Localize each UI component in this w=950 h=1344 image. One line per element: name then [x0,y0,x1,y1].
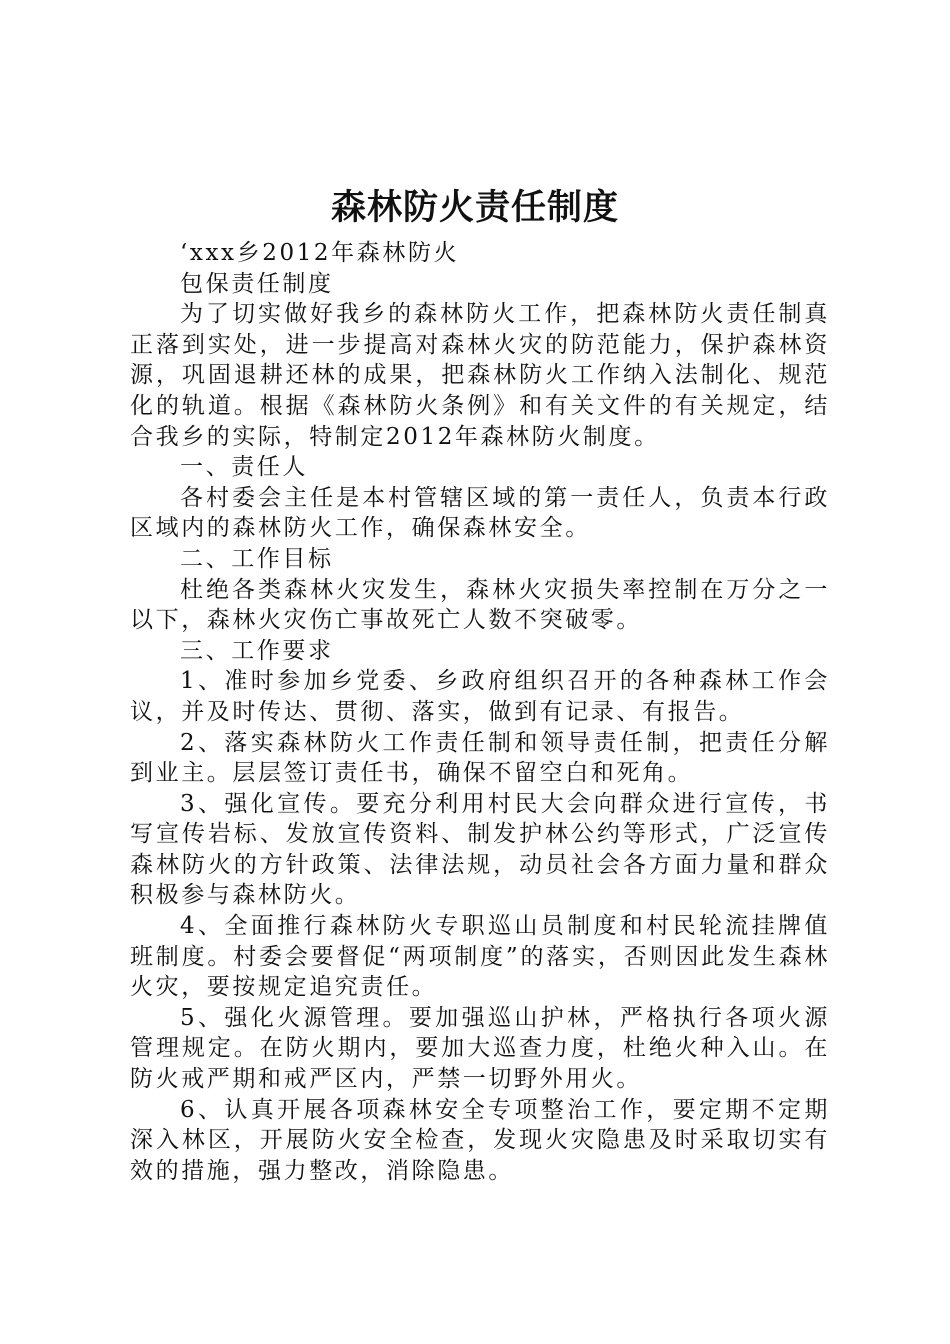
section-heading-work-goal: 二、工作目标 [180,545,334,572]
requirement-item-3: 3、强化宣传。要充分利用村民大会向群众进行宣传，书写宣传岩标、发放宣传资料、制发护林公约等形式，广泛宣传森林防火的方针政策、法律法规，动员社会各方面力量和群众积极参与森林防火。 [130,790,830,909]
document-title: 森林防火责任制度 [330,188,619,228]
requirement-item-6: 6、认真开展各项森林安全专项整治工作，要定期不定期深入林区，开展防火安全检查，发现火灾隐患及时采取切实有效的措施，强力整改，消除隐患。 [130,1096,830,1184]
requirement-item-1: 1、准时参加乡党委、乡政府组织召开的各种森林工作会议，并及时传达、贯彻、落实，做到有记录、有报告。 [130,668,830,725]
section-heading-work-requirements: 三、工作要求 [180,637,334,664]
requirement-item-4: 4、全面推行森林防火专职巡山员制度和村民轮流挂牌值班制度。村委会要督促“两项制度”的落实，否则因此发生森林火灾，要按规定追究责任。 [130,913,830,1001]
section-heading-responsible-person: 一、责任人 [180,454,308,481]
work-goal-paragraph: 杜绝各类森林火灾发生，森林火灾损失率控制在万分之一以下，森林火灾伤亡事故死亡人数不突破零。 [130,576,830,634]
intro-line-1: ‘xxx乡2012年森林防火 [180,240,460,266]
preamble-paragraph: 为了切实做好我乡的森林防火工作，把森林防火责任制真正落到实处，进一步提高对森林火灾的防范能力，保护森林资源，巩固退耕还林的成果，把森林防火工作纳入法制化、规范化的轨道。根据《森林防火条例》和有关文件的有关规定，结合我乡的实际，特制定2012年森林防火制度。 [130,301,830,450]
document-body [130,238,830,1186]
requirement-item-5: 5、强化火源管理。要加强巡山护林，严格执行各项火源管理规定。在防火期内，要加大巡查力度，杜绝火种入山。在防火戒严期和戒严区内，严禁一切野外用火。 [130,1004,830,1093]
intro-line-2: 包保责任制度 [180,270,334,297]
requirement-item-2: 2、落实森林防火工作责任制和领导责任制，把责任分解到业主。层层签订责任书，确保不留空白和死角。 [130,729,830,787]
responsible-person-paragraph: 各村委会主任是本村管辖区域的第一责任人，负责本行政区域内的森林防火工作，确保森林安全。 [130,484,830,542]
